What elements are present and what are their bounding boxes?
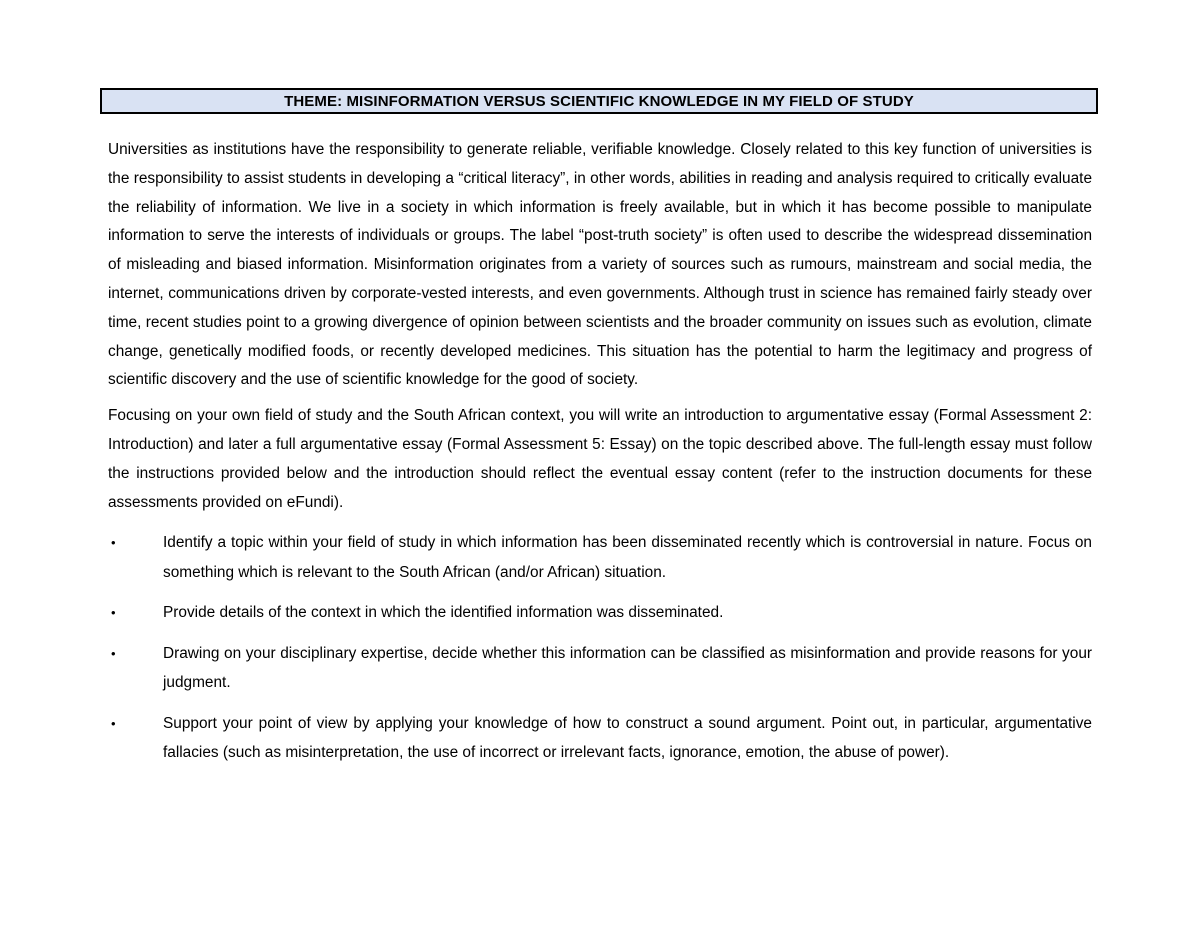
theme-box xyxy=(100,88,1098,114)
list-item xyxy=(108,709,1092,768)
paragraph-task: Focusing on your own field of study and the South African context, you will write an introduction to argumentative essay (Formal Assessment 2: Introduction) and later a full argumentative essay (Formal Assessment 5: Essay) on the topic described above. The full-length essay must follow the instructions provided below and the introduction should reflect the eventual essay content (refer to the instruction documents for these assessments provided on eFundi). xyxy=(108,407,1092,511)
list-item-text: Provide details of the context in which the identified information was disseminated. xyxy=(163,604,724,622)
document-body xyxy=(108,136,1092,779)
list-item xyxy=(108,528,1092,587)
theme-title: THEME: MISINFORMATION VERSUS SCIENTIFIC KNOWLEDGE IN MY FIELD OF STUDY xyxy=(284,92,914,110)
bullet-icon: • xyxy=(111,715,116,731)
list-item-text: Support your point of view by applying your knowledge of how to construct a sound argument. Point out, in particular, argumentative fallacies (such as misinterpretation, the use of incorrect or irrelevant facts, ignorance, emotion, the abuse of power). xyxy=(163,714,1092,762)
instruction-list xyxy=(108,528,1092,768)
list-item xyxy=(108,639,1092,698)
bullet-icon: • xyxy=(111,605,116,621)
bullet-icon: • xyxy=(111,535,116,551)
list-item-text: Drawing on your disciplinary expertise, decide whether this information can be classified as misinformation and provide reasons for your judgment. xyxy=(163,644,1092,692)
paragraph-intro: Universities as institutions have the responsibility to generate reliable, verifiable knowledge. Closely related to this key function of universities is the responsibility to assist students in developing a “critical literacy”, in other words, abilities in reading and analysis required to critically evaluate the reliability of information. We live in a society in which information is freely available, but in which it has become possible to manipulate information to serve the interests of individuals or groups. The label “post-truth society” is often used to describe the widespread dissemination of misleading and biased information. Misinformation originates from a variety of sources such as rumours, mainstream and social media, the internet, communications driven by corporate-vested interests, and even governments. Although trust in science has remained fairly steady over time, recent studies point to a growing divergence of opinion between scientists and the broader community on issues such as evolution, climate change, genetically modified foods, or recently developed medicines. This situation has the potential to harm the legitimacy and progress of scientific discovery and the use of scientific knowledge for the good of society. xyxy=(108,141,1092,389)
list-item xyxy=(108,598,1092,628)
bullet-icon: • xyxy=(111,645,116,661)
list-item-text: Identify a topic within your field of study in which information has been disseminated recently which is controversial in nature. Focus on something which is relevant to the South African (and/or African) situation. xyxy=(163,534,1092,581)
